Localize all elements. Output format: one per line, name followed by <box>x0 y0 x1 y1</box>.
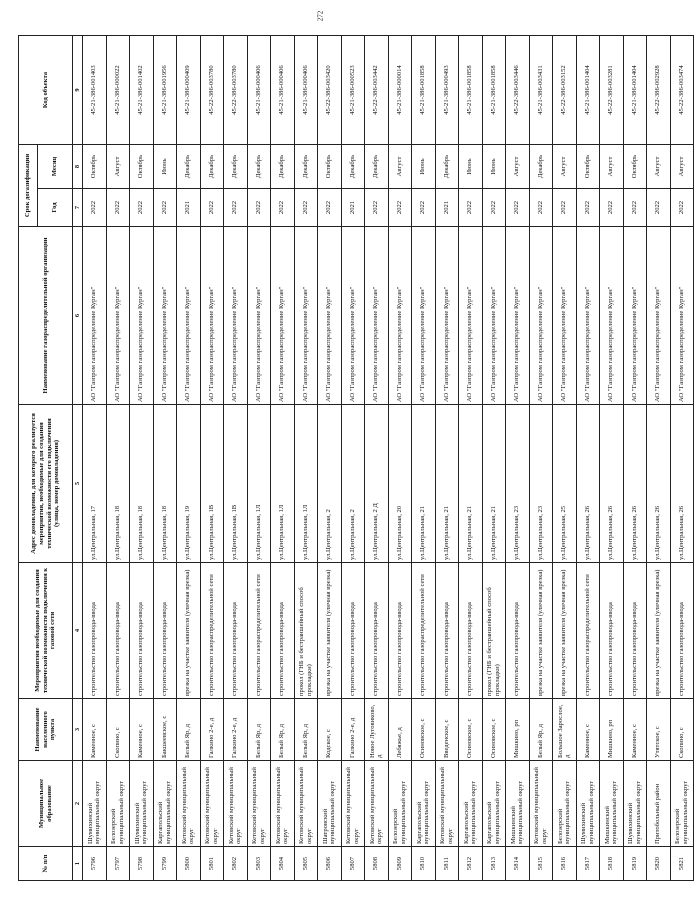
header-gdo: Наименование газораспределительной организации <box>19 227 73 405</box>
cell-num: 5819 <box>623 847 647 881</box>
cell-year: 2021 <box>341 189 365 227</box>
cell-settlement: Бакшеевское, с <box>153 699 177 761</box>
table-row <box>388 36 412 881</box>
cell-gdo: АО "Газпром газораспределение Курган" <box>506 227 530 405</box>
cell-month: Декабрь <box>365 145 389 189</box>
cell-year: 2022 <box>623 189 647 227</box>
cell-month: Октябрь <box>130 145 154 189</box>
cell-object-code: 45-21-386-000022 <box>106 36 130 145</box>
cell-year: 2022 <box>412 189 436 227</box>
cell-address: ул.Центральная, 23 <box>529 405 553 563</box>
table-row <box>130 36 154 881</box>
cell-municipality: Шатровский муниципальный округ <box>318 761 342 847</box>
cell-num: 5801 <box>200 847 224 881</box>
cell-measures: прокол (ГНБ и бестраншейный способ прокладки) <box>482 563 506 699</box>
table-row <box>553 36 577 881</box>
cell-object-code: 45-22-386-002928 <box>647 36 671 145</box>
cell-gdo: АО "Газпром газораспределение Курган" <box>412 227 436 405</box>
cell-month: Август <box>670 145 694 189</box>
cell-month: Июнь <box>482 145 506 189</box>
cell-month: Август <box>106 145 130 189</box>
cell-address: ул.Центральная, 20 <box>388 405 412 563</box>
cell-month: Октябрь <box>318 145 342 189</box>
cell-gdo: АО "Газпром газораспределение Курган" <box>482 227 506 405</box>
cell-gdo: АО "Газпром газораспределение Курган" <box>106 227 130 405</box>
table-row <box>576 36 600 881</box>
cell-address: ул.Центральная, 21 <box>412 405 436 563</box>
cell-measures: строительство газопровода-ввода <box>365 563 389 699</box>
cell-gdo: АО "Газпром газораспределение Курган" <box>670 227 694 405</box>
cell-measures: врезка на участке заявителя (уличная врезка) <box>318 563 342 699</box>
cell-num: 5803 <box>247 847 271 881</box>
cell-gdo: АО "Газпром газораспределение Курган" <box>247 227 271 405</box>
cell-month: Октябрь <box>83 145 107 189</box>
cell-address: ул.Центральная, 19 <box>177 405 201 563</box>
cell-measures: строительство газопровода-ввода <box>271 563 295 699</box>
cell-address: ул.Центральная, 1В <box>200 405 224 563</box>
cell-year: 2022 <box>247 189 271 227</box>
cell-num: 5799 <box>153 847 177 881</box>
header-month: Месяц <box>38 145 73 189</box>
cell-num: 5808 <box>365 847 389 881</box>
cell-object-code: 45-22-386-003474 <box>670 36 694 145</box>
cell-object-code: 45-21-386-000493 <box>435 36 459 145</box>
cell-month: Июнь <box>412 145 436 189</box>
header-deadline: Срок догазификации <box>19 145 38 227</box>
gasification-table <box>18 35 694 881</box>
cell-object-code: 45-21-386-001404 <box>623 36 647 145</box>
cell-num: 5816 <box>553 847 577 881</box>
cell-year: 2022 <box>388 189 412 227</box>
cell-year: 2022 <box>200 189 224 227</box>
cell-municipality: Шумихинский муниципальный округ <box>83 761 107 847</box>
header-object-code: Код объекта <box>19 36 73 145</box>
header-settlement: Наименование населенного пункта <box>19 699 73 761</box>
cell-settlement: Мишкино, рп <box>600 699 624 761</box>
cell-object-code: 45-21-386-000523 <box>341 36 365 145</box>
cell-object-code: 45-21-386-000406 <box>247 36 271 145</box>
cell-municipality: Кетовский муниципальный округ <box>341 761 365 847</box>
cell-settlement: Белый Яр, д <box>247 699 271 761</box>
column-number: 2 <box>73 761 83 847</box>
cell-measures: строительство газопровода-ввода <box>130 563 154 699</box>
cell-year: 2022 <box>294 189 318 227</box>
cell-gdo: АО "Газпром газораспределение Курган" <box>224 227 248 405</box>
cell-num: 5812 <box>459 847 483 881</box>
cell-month: Декабрь <box>294 145 318 189</box>
cell-gdo: АО "Газпром газораспределение Курган" <box>459 227 483 405</box>
table-row <box>247 36 271 881</box>
cell-year: 2022 <box>459 189 483 227</box>
cell-municipality: Белозерский муниципальный округ <box>553 761 577 847</box>
cell-measures: строительство газопровода-ввода <box>341 563 365 699</box>
cell-object-code: 45-21-386-000406 <box>271 36 295 145</box>
cell-address: ул.Центральная, 18 <box>106 405 130 563</box>
cell-settlement: Осиновское, с <box>412 699 436 761</box>
cell-object-code: 45-21-386-001404 <box>576 36 600 145</box>
cell-settlement: Каменное, с <box>623 699 647 761</box>
cell-municipality: Кетовский муниципальный округ <box>365 761 389 847</box>
cell-year: 2022 <box>553 189 577 227</box>
cell-object-code: 45-21-386-000409 <box>177 36 201 145</box>
cell-num: 5802 <box>224 847 248 881</box>
cell-address: ул.Центральная, 26 <box>600 405 624 563</box>
cell-measures: строительство газопровода-ввода <box>459 563 483 699</box>
cell-settlement: Каменное, с <box>576 699 600 761</box>
header-measures: Мероприятия необходимые для создания технической возможности подключения к газовой сети <box>19 563 73 699</box>
cell-address: ул.Центральная, 17 <box>83 405 107 563</box>
table-row <box>365 36 389 881</box>
cell-gdo: АО "Газпром газораспределение Курган" <box>271 227 295 405</box>
cell-settlement: Скопино, с <box>670 699 694 761</box>
cell-address: ул.Центральная, 21 <box>459 405 483 563</box>
cell-gdo: АО "Газпром газораспределение Курган" <box>200 227 224 405</box>
cell-measures: строительство газораспределительной сети <box>576 563 600 699</box>
cell-address: ул.Центральная, 2 Д <box>365 405 389 563</box>
cell-month: Октябрь <box>576 145 600 189</box>
cell-measures: врезка на участке заявителя (уличная врезка) <box>177 563 201 699</box>
cell-year: 2022 <box>224 189 248 227</box>
cell-object-code: 45-22-386-003780 <box>224 36 248 145</box>
cell-measures: строительство газораспределительной сети <box>412 563 436 699</box>
cell-municipality: Каргапольский муниципальный округ <box>459 761 483 847</box>
cell-municipality: Кетовский муниципальный округ <box>294 761 318 847</box>
table-row <box>106 36 130 881</box>
cell-settlement: Введенское, с <box>435 699 459 761</box>
cell-settlement: Каменное, с <box>83 699 107 761</box>
table-row <box>647 36 671 881</box>
cell-address: ул.Центральная, 18 <box>130 405 154 563</box>
cell-month: Июнь <box>459 145 483 189</box>
cell-num: 5798 <box>130 847 154 881</box>
cell-object-code: 45-21-386-001858 <box>412 36 436 145</box>
cell-municipality: Мишкинский муниципальный округ <box>600 761 624 847</box>
column-number: 1 <box>73 847 83 881</box>
cell-settlement: Новое Луговиково, д <box>365 699 389 761</box>
cell-measures: строительство газопровода-ввода <box>224 563 248 699</box>
cell-gdo: АО "Газпром газораспределение Курган" <box>529 227 553 405</box>
cell-address: ул.Центральная, 23 <box>506 405 530 563</box>
cell-num: 5811 <box>435 847 459 881</box>
cell-gdo: АО "Газпром газораспределение Курган" <box>130 227 154 405</box>
cell-gdo: АО "Газпром газораспределение Курган" <box>341 227 365 405</box>
cell-num: 5814 <box>506 847 530 881</box>
cell-gdo: АО "Газпром газораспределение Курган" <box>388 227 412 405</box>
cell-settlement: Лебяжье, д <box>388 699 412 761</box>
table-row <box>600 36 624 881</box>
cell-municipality: Кетовский муниципальный округ <box>224 761 248 847</box>
cell-year: 2022 <box>271 189 295 227</box>
table-row <box>412 36 436 881</box>
cell-month: Декабрь <box>435 145 459 189</box>
cell-municipality: Мишкинский муниципальный округ <box>506 761 530 847</box>
cell-address: ул.Центральная, 2 <box>341 405 365 563</box>
cell-year: 2022 <box>318 189 342 227</box>
cell-year: 2022 <box>153 189 177 227</box>
cell-municipality: Кетовский муниципальный округ <box>200 761 224 847</box>
cell-object-code: 45-21-386-001858 <box>459 36 483 145</box>
cell-municipality: Каргапольский муниципальный округ <box>153 761 177 847</box>
cell-month: Август <box>647 145 671 189</box>
cell-num: 5804 <box>271 847 295 881</box>
cell-measures: прокол (ГНБ и бестраншейный способ прокладки) <box>294 563 318 699</box>
cell-gdo: АО "Газпром газораспределение Курган" <box>83 227 107 405</box>
cell-address: ул.Центральная, 18 <box>153 405 177 563</box>
cell-gdo: АО "Газпром газораспределение Курган" <box>318 227 342 405</box>
cell-address: ул.Центральная, 26 <box>623 405 647 563</box>
cell-num: 5818 <box>600 847 624 881</box>
cell-settlement: Каменное, с <box>130 699 154 761</box>
column-number: 9 <box>73 36 83 145</box>
cell-settlement: Утятское, с <box>647 699 671 761</box>
cell-settlement: Скопино, с <box>106 699 130 761</box>
cell-settlement: Белый Яр, д <box>177 699 201 761</box>
cell-municipality: Шумихинский муниципальный округ <box>130 761 154 847</box>
cell-month: Август <box>506 145 530 189</box>
cell-municipality: Кетовский муниципальный округ <box>529 761 553 847</box>
cell-measures: строительство газопровода-ввода <box>83 563 107 699</box>
cell-address: ул.Центральная, 21 <box>482 405 506 563</box>
page-number: 272 <box>316 10 324 22</box>
cell-gdo: АО "Газпром газораспределение Курган" <box>153 227 177 405</box>
cell-year: 2022 <box>106 189 130 227</box>
cell-settlement: Осиновское, с <box>459 699 483 761</box>
column-number: 6 <box>73 227 83 405</box>
cell-settlement: Большое Зарослое, д <box>553 699 577 761</box>
cell-address: ул.Центральная, 2 <box>318 405 342 563</box>
table-row <box>506 36 530 881</box>
cell-gdo: АО "Газпром газораспределение Курган" <box>576 227 600 405</box>
cell-measures: строительство газопровода-ввода <box>106 563 130 699</box>
cell-settlement: Белый Яр, д <box>529 699 553 761</box>
cell-month: Декабрь <box>177 145 201 189</box>
cell-settlement: Галкино 2-е, д <box>341 699 365 761</box>
table-row <box>318 36 342 881</box>
cell-settlement: Галкино 2-е, д <box>200 699 224 761</box>
table-row <box>482 36 506 881</box>
cell-measures: врезка на участке заявителя (уличная врезка) <box>553 563 577 699</box>
cell-municipality: Каргапольский муниципальный округ <box>412 761 436 847</box>
cell-measures: строительство газопровода-ввода <box>670 563 694 699</box>
cell-municipality: Кетовский муниципальный округ <box>247 761 271 847</box>
cell-gdo: АО "Газпром газораспределение Курган" <box>435 227 459 405</box>
cell-address: ул.Центральная, 26 <box>647 405 671 563</box>
header-year: Год <box>38 189 73 227</box>
cell-address: ул.Центральная, 1Л <box>247 405 271 563</box>
cell-municipality: Белозерский муниципальный округ <box>388 761 412 847</box>
table-row <box>435 36 459 881</box>
cell-num: 5800 <box>177 847 201 881</box>
cell-address: ул.Центральная, 26 <box>670 405 694 563</box>
cell-gdo: АО "Газпром газораспределение Курган" <box>294 227 318 405</box>
cell-gdo: АО "Газпром газораспределение Курган" <box>600 227 624 405</box>
cell-measures: строительство газопровода-ввода <box>153 563 177 699</box>
table-header <box>19 36 83 881</box>
cell-num: 5813 <box>482 847 506 881</box>
cell-num: 5809 <box>388 847 412 881</box>
cell-object-code: 45-22-386-003281 <box>600 36 624 145</box>
cell-year: 2022 <box>576 189 600 227</box>
cell-object-code: 45-21-386-001403 <box>83 36 107 145</box>
cell-gdo: АО "Газпром газораспределение Курган" <box>177 227 201 405</box>
cell-year: 2022 <box>130 189 154 227</box>
column-number: 7 <box>73 189 83 227</box>
cell-year: 2022 <box>600 189 624 227</box>
cell-object-code: 45-22-386-003442 <box>365 36 389 145</box>
cell-num: 5820 <box>647 847 671 881</box>
cell-municipality: Кетовский муниципальный округ <box>177 761 201 847</box>
cell-settlement: Белый Яр, д <box>294 699 318 761</box>
table-row <box>271 36 295 881</box>
header-municipality: Муниципальное образование <box>19 761 73 847</box>
cell-measures: строительство газопровода-ввода <box>623 563 647 699</box>
cell-num: 5807 <box>341 847 365 881</box>
cell-year: 2022 <box>365 189 389 227</box>
cell-year: 2021 <box>435 189 459 227</box>
cell-num: 5797 <box>106 847 130 881</box>
cell-month: Август <box>388 145 412 189</box>
cell-address: ул.Центральная, 25 <box>553 405 577 563</box>
column-number: 4 <box>73 563 83 699</box>
cell-municipality: Кетовский муниципальный округ <box>435 761 459 847</box>
cell-measures: строительство газораспределительной сети <box>247 563 271 699</box>
cell-object-code: 45-22-386-003420 <box>318 36 342 145</box>
cell-municipality: Шумихинский муниципальный округ <box>623 761 647 847</box>
rotated-table-container <box>18 36 689 881</box>
table-row <box>153 36 177 881</box>
table-row <box>224 36 248 881</box>
table-row <box>294 36 318 881</box>
table-row <box>529 36 553 881</box>
cell-municipality: Каргапольский муниципальный округ <box>482 761 506 847</box>
cell-address: ул.Центральная, 1Л <box>294 405 318 563</box>
table-row <box>459 36 483 881</box>
cell-object-code: 45-21-386-001956 <box>153 36 177 145</box>
table-row <box>341 36 365 881</box>
cell-month: Июнь <box>153 145 177 189</box>
cell-address: ул.Центральная, 21 <box>435 405 459 563</box>
cell-address: ул.Центральная, 1В <box>224 405 248 563</box>
cell-year: 2022 <box>506 189 530 227</box>
cell-month: Октябрь <box>623 145 647 189</box>
cell-measures: строительство газопровода-ввода <box>506 563 530 699</box>
cell-month: Декабрь <box>529 145 553 189</box>
cell-month: Август <box>553 145 577 189</box>
cell-gdo: АО "Газпром газораспределение Курган" <box>647 227 671 405</box>
cell-municipality: Шумихинский муниципальный округ <box>576 761 600 847</box>
cell-measures: строительство газопровода-ввода <box>435 563 459 699</box>
cell-month: Август <box>600 145 624 189</box>
table-row <box>623 36 647 881</box>
header-address: Адрес домовладения, для которого реализуется мероприятия, необходимые для создания технической возможности его подключения (улица, номер домовладения) <box>19 405 73 563</box>
table-body <box>83 36 694 881</box>
cell-measures: врезка на участке заявителя (уличная врезка) <box>529 563 553 699</box>
cell-gdo: АО "Газпром газораспределение Курган" <box>365 227 389 405</box>
cell-municipality: Белозерский муниципальный округ <box>106 761 130 847</box>
cell-object-code: 45-21-386-003431 <box>529 36 553 145</box>
cell-measures: строительство газораспределительной сети <box>200 563 224 699</box>
cell-num: 5810 <box>412 847 436 881</box>
cell-address: ул.Центральная, 26 <box>576 405 600 563</box>
column-number: 5 <box>73 405 83 563</box>
cell-municipality: Притобольный район <box>647 761 671 847</box>
cell-settlement: Кодское, с <box>318 699 342 761</box>
cell-municipality: Кетовский муниципальный округ <box>271 761 295 847</box>
cell-year: 2021 <box>177 189 201 227</box>
cell-object-code: 45-22-386-003152 <box>553 36 577 145</box>
cell-object-code: 45-22-386-003780 <box>200 36 224 145</box>
cell-measures: строительство газопровода-ввода <box>388 563 412 699</box>
cell-year: 2022 <box>670 189 694 227</box>
cell-gdo: АО "Газпром газораспределение Курган" <box>623 227 647 405</box>
cell-address: ул.Центральная, 1Л <box>271 405 295 563</box>
table-row <box>177 36 201 881</box>
cell-settlement: Мишкино, рп <box>506 699 530 761</box>
cell-measures: врезка на участке заявителя (уличная врезка) <box>647 563 671 699</box>
table-row <box>200 36 224 881</box>
cell-object-code: 45-21-386-000406 <box>294 36 318 145</box>
column-number: 3 <box>73 699 83 761</box>
table-row <box>83 36 107 881</box>
cell-settlement: Галкино 2-е, д <box>224 699 248 761</box>
cell-year: 2022 <box>83 189 107 227</box>
cell-month: Декабрь <box>341 145 365 189</box>
cell-month: Декабрь <box>200 145 224 189</box>
cell-year: 2022 <box>482 189 506 227</box>
cell-object-code: 45-21-386-001402 <box>130 36 154 145</box>
cell-year: 2022 <box>647 189 671 227</box>
cell-num: 5815 <box>529 847 553 881</box>
cell-settlement: Белый Яр, д <box>271 699 295 761</box>
cell-month: Декабрь <box>271 145 295 189</box>
cell-num: 5806 <box>318 847 342 881</box>
cell-num: 5796 <box>83 847 107 881</box>
cell-month: Декабрь <box>247 145 271 189</box>
cell-num: 5817 <box>576 847 600 881</box>
cell-gdo: АО "Газпром газораспределение Курган" <box>553 227 577 405</box>
header-num: № п/п <box>19 847 73 881</box>
column-number: 8 <box>73 145 83 189</box>
cell-month: Декабрь <box>224 145 248 189</box>
cell-object-code: 45-21-386-001858 <box>482 36 506 145</box>
table-row <box>670 36 694 881</box>
cell-municipality: Белозерский муниципальный округ <box>670 761 694 847</box>
cell-num: 5821 <box>670 847 694 881</box>
cell-object-code: 45-21-386-000014 <box>388 36 412 145</box>
cell-settlement: Осиновское, с <box>482 699 506 761</box>
cell-year: 2022 <box>529 189 553 227</box>
cell-object-code: 45-22-386-003446 <box>506 36 530 145</box>
column-numbers-row <box>73 36 83 881</box>
cell-num: 5805 <box>294 847 318 881</box>
cell-measures: строительство газопровода-ввода <box>600 563 624 699</box>
